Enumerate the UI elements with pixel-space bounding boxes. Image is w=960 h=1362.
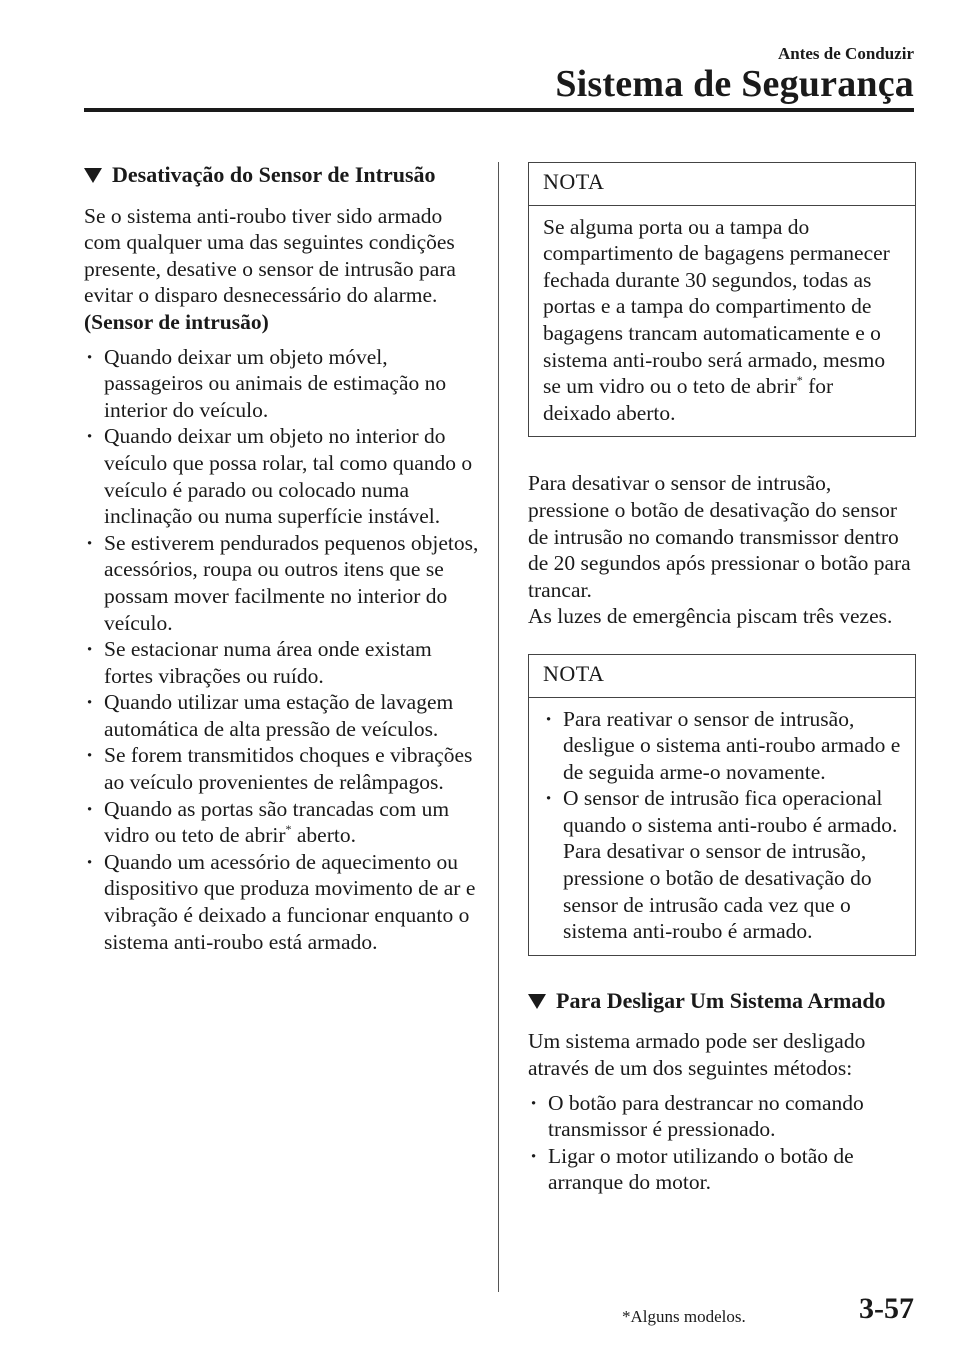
note-box-2 <box>528 654 916 956</box>
paragraph-deactivate: Para desativar o sensor de intrusão, pressione o botão de desativação do sensor de intrusão no comando transmissor dentro de 20 segundos após pressionar o botão para trancar. <box>528 471 911 602</box>
list-item: · Quando um acessório de aquecimento ou dispositivo que produza movimento de ar e vibração é deixado a funcionar enquanto o sistema anti-roubo está armado. <box>84 849 484 955</box>
note-body <box>529 206 915 437</box>
left-column <box>84 162 484 955</box>
chapter-label: Antes de Conduzir <box>777 44 914 63</box>
paragraph-hazard: As luzes de emergência piscam três vezes. <box>528 604 893 629</box>
note-title: NOTA <box>529 163 915 206</box>
note-box-1 <box>528 162 916 437</box>
subheading: (Sensor de intrusão) <box>84 309 269 334</box>
asterisk-marker: * <box>796 373 803 388</box>
list-item: · Quando deixar um objeto no interior do veículo que possa rolar, tal como quando o veículo é parado ou colocado numa inclinação ou numa superfície instável. <box>84 423 484 529</box>
paragraph-disarm: Um sistema armado pode ser desligado através de um dos seguintes métodos: <box>528 1029 866 1081</box>
condition-list <box>84 344 484 956</box>
asterisk-marker: * <box>285 822 292 837</box>
footnote: *Alguns modelos. <box>622 1307 746 1326</box>
intro-paragraph: Se o sistema anti-roubo tiver sido armado com qualquer uma das seguintes condições presente, desative o sensor de intrusão para evitar o disparo desnecessário do alarme. <box>84 203 456 308</box>
list-item: · Ligar o motor utilizando o botão de arranque do motor. <box>528 1143 916 1196</box>
note-body <box>529 698 915 955</box>
section-heading-text: Desativação do Sensor de Intrusão <box>112 162 436 187</box>
note-list <box>543 706 901 945</box>
triangle-bullet-icon <box>528 994 546 1009</box>
section-heading-disarm <box>528 988 916 1015</box>
list-item-text: aberto. <box>291 823 356 848</box>
list-item: · O sensor de intrusão fica operacional quando o sistema anti-roubo é armado. Para desativar o sensor de intrusão, pressione o botão de desativação do sensor de intrusão cada vez que o sistema anti-roubo é armado. <box>543 785 901 945</box>
list-item: · Quando utilizar uma estação de lavagem automática de alta pressão de veículos. <box>84 689 484 742</box>
list-item: · Se estacionar numa área onde existam fortes vibrações ou ruído. <box>84 636 484 689</box>
list-item: · Quando deixar um objeto móvel, passageiros ou animais de estimação no interior do veículo. <box>84 344 484 424</box>
note-title: NOTA <box>529 655 915 698</box>
page-number: 3-57 <box>859 1292 914 1325</box>
triangle-bullet-icon <box>84 168 102 183</box>
list-item: · Para reativar o sensor de intrusão, desligue o sistema anti-roubo armado e de seguida arme-o novamente. <box>543 706 901 786</box>
column-divider <box>498 162 499 1292</box>
note-text: Se alguma porta ou a tampa do compartimento de bagagens permanecer fechada durante 30 segundos, todas as portas e a tampa do compartimento de bagagens trancam automaticamente e o sistema anti-roubo será armado, mesmo se um vidro ou o teto de abrir <box>543 214 890 399</box>
method-list <box>528 1090 916 1196</box>
section-heading-text: Para Desligar Um Sistema Armado <box>556 987 886 1013</box>
list-item <box>84 796 484 849</box>
note-text: for deixado aberto. <box>543 374 834 425</box>
list-item: · Se estiverem pendurados pequenos objetos, acessórios, roupa ou outros itens que se possam mover facilmente no interior do veículo. <box>84 530 484 636</box>
page-title: Sistema de Segurança <box>555 63 914 105</box>
list-item-text: Quando as portas são trancadas com um vidro ou teto de abrir <box>104 796 450 848</box>
section-heading-intrusion <box>84 162 484 189</box>
list-item: · Se forem transmitidos choques e vibrações ao veículo provenientes de relâmpagos. <box>84 742 484 795</box>
list-item: · O botão para destrancar no comando transmissor é pressionado. <box>528 1090 916 1143</box>
header-rule <box>84 108 914 112</box>
right-column <box>528 162 916 1196</box>
